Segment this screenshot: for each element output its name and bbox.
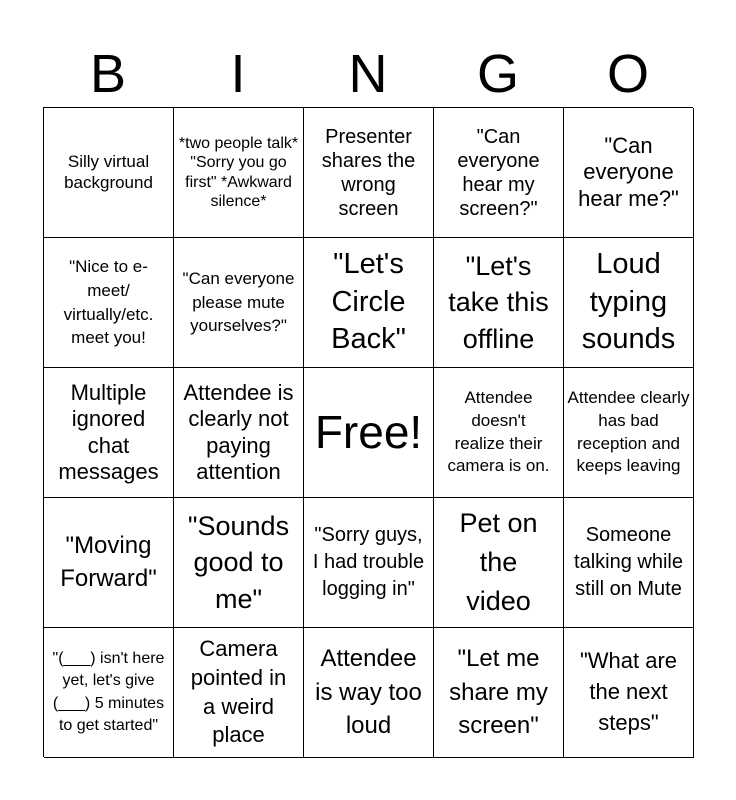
bingo-cell[interactable]: Attendee doesn't realize their camera is on. [434,368,564,498]
bingo-header [43,40,693,108]
bingo-cell[interactable]: "Sorry guys, I had trouble logging in" [304,498,434,628]
bingo-cell[interactable]: "What are the next steps" [564,628,694,758]
bingo-cell[interactable]: Camera pointed in a weird place [174,628,304,758]
bingo-cell[interactable]: "Let's take this offline [434,238,564,368]
header-letter-n: N [348,44,388,104]
bingo-cell[interactable]: Attendee is clearly not paying attention [174,368,304,498]
header-letter-i: I [230,44,246,104]
header-letter-b: B [89,44,127,104]
bingo-cell[interactable]: "Let's Circle Back" [304,238,434,368]
bingo-cell[interactable]: Silly virtual background [44,108,174,238]
bingo-cell[interactable]: Presenter shares the wrong screen [304,108,434,238]
bingo-cell[interactable]: *two people talk* "Sorry you go first" *Awkward silence* [174,108,304,238]
bingo-cell[interactable]: "Moving Forward" [44,498,174,628]
bingo-cell[interactable]: Someone talking while still on Mute [564,498,694,628]
bingo-cell[interactable]: "Sounds good to me" [174,498,304,628]
bingo-cell[interactable]: Attendee is way too loud [304,628,434,758]
header-letter-g: G [476,44,519,104]
bingo-cell[interactable]: Loud typing sounds [564,238,694,368]
bingo-cell[interactable]: Pet on the video [434,498,564,628]
bingo-cell[interactable]: "Let me share my screen" [434,628,564,758]
bingo-cell[interactable]: Attendee clearly has bad reception and keeps leaving [564,368,694,498]
free-space[interactable]: Free! [304,368,434,498]
bingo-cell[interactable]: "Can everyone hear me?" [564,108,694,238]
bingo-cell[interactable]: "Nice to e-meet/ virtually/etc. meet you! [44,238,174,368]
bingo-cell[interactable]: "Can everyone please mute yourselves?" [174,238,304,368]
bingo-card-grid [43,107,693,757]
bingo-cell[interactable]: Multiple ignored chat messages [44,368,174,498]
bingo-cell[interactable]: "Can everyone hear my screen?" [434,108,564,238]
bingo-cell[interactable]: "(___) isn't here yet, let's give (___) 5 minutes to get started" [44,628,174,758]
header-letter-o: O [606,44,649,104]
